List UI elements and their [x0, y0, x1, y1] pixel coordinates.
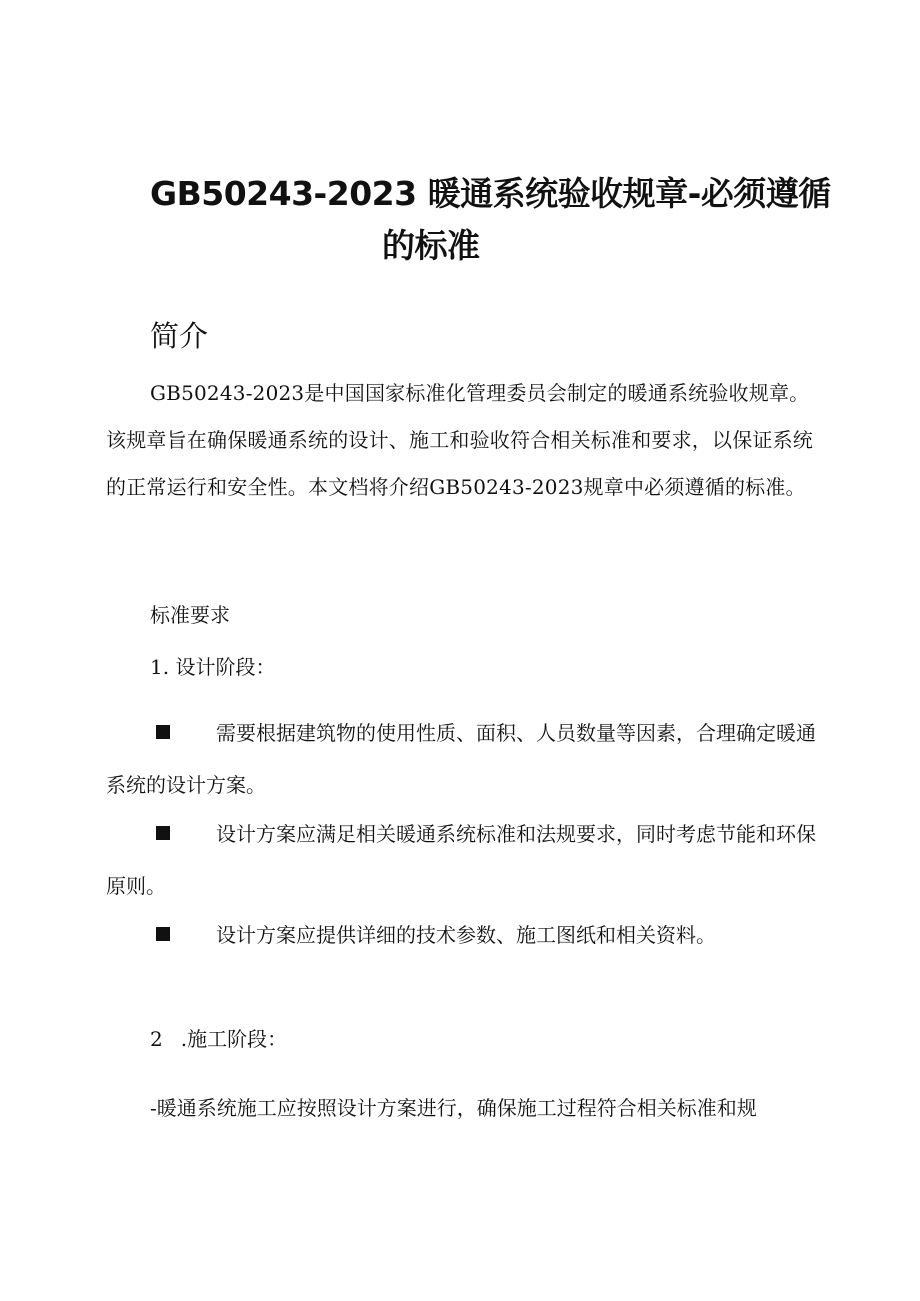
phase2-number: 2 [150, 1027, 163, 1051]
square-bullet-icon [156, 725, 170, 739]
phase2-label: .施工阶段： [180, 1027, 288, 1051]
phase1-item-2 [106, 808, 816, 912]
phase2-first-line: -暖通系统施工应按照设计方案进行，确保施工过程符合相关标准和规 [150, 1096, 757, 1120]
phase1-heading: 1. 设计阶段： [150, 655, 276, 679]
intro-heading: 简介 [150, 319, 209, 353]
square-bullet-icon [156, 927, 170, 941]
requirements-heading: 标准要求 [150, 603, 230, 627]
square-bullet-icon [156, 826, 170, 840]
intro-paragraph: GB50243-2023是中国国家标准化管理委员会制定的暖通系统验收规章。该规章旨在确保暖通系统的设计、施工和验收符合相关标准和要求，以保证系统的正常运行和安全性。本文档将介绍GB50243-2023规章中必须遵循的标准。 [106, 381, 813, 499]
phase1-item-3 [106, 909, 816, 961]
document-title [150, 168, 831, 272]
phase1-item-3-text: 设计方案应提供详细的技术参数、施工图纸和相关资料。 [216, 923, 716, 947]
title-line-1: GB50243-2023 暖通系统验收规章-必须遵循 [150, 174, 831, 213]
phase2-heading [150, 1024, 287, 1054]
phase1-item-2-text: 设计方案应满足相关暖通系统标准和法规要求，同时考虑节能和环保原则。 [106, 822, 816, 898]
title-line-2: 的标准 [382, 226, 480, 265]
phase1-item-1 [106, 707, 816, 811]
phase1-item-1-text: 需要根据建筑物的使用性质、面积、人员数量等因素，合理确定暖通系统的设计方案。 [106, 721, 816, 797]
